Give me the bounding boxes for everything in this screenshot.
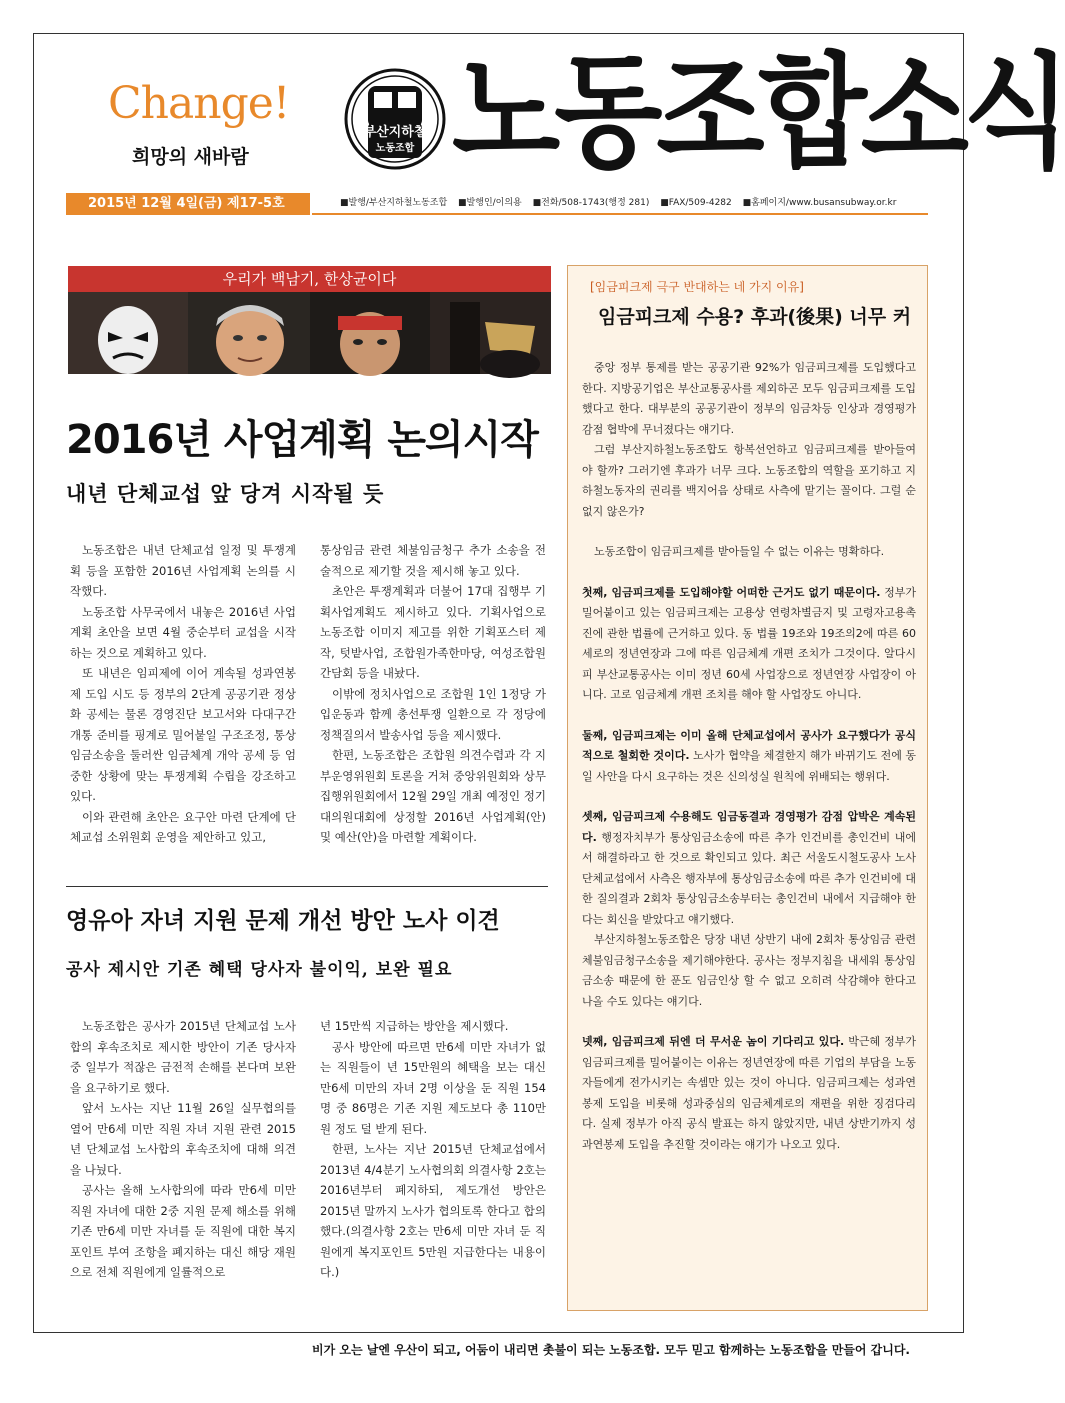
reason-2-lead: 둘째, 임금피크제는 이미 올해 단체교섭에서 공사가 요구했다가 공식적으로 철회한 것이다. [582,728,916,762]
article2-left-column [70,1016,296,1283]
article2-paragraph: 한편, 노사는 지난 2015년 단체교섭에서 2013년 4/4분기 노사협의회 의결사항 2호는 2016년부터 폐지하되, 제도개선 방안은 2015년 말까지 노사가 협의토록 한다고 합의했다.(의결사항 2호는 만6세 미만 자녀 둔 직원에게 복지포인트 5만원 지급한다는 내용이다.) [320,1142,546,1279]
article1-paragraph: 한편, 노동조합은 조합원 의견수렴과 각 지부운영위원회 토론을 거쳐 중앙위원회와 상무집행위원회에서 12월 29일 개최 예정인 정기대의원대회에 상정할 2016년 사업계획(안) 및 예산(안)을 마련할 계획이다. [320,748,546,844]
editor: ■발행인/이의용 [458,198,522,208]
publication-info [312,193,928,215]
sidebar-paragraph: 중앙 정부 통제를 받는 공공기관 92%가 임금피크제를 도입했다고 한다. 지방공기업은 부산교통공사를 제외하곤 모두 임금피크제를 도입했다고 한다. 대부분의 공공기관이 정부의 임금차등 인상과 경영평가 감점 협박에 무너졌다는 얘기다. [582,361,916,436]
newsletter-title: 노동조합소식 [452,41,1065,185]
headband-mask-photo [310,292,430,374]
reason-1-text: 정부가 밀어붙이고 있는 임금피크제는 고용상 연령차별금지 및 고령자고용촉진에 관한 법률에 근거하고 있다. 동 법률 19조와 19조의2에 따른 60세로의 정년연장과 그에 따른 임금체계 개편 조치가 그것이다. 알다시피 부산교통공사는 이미 정년 60세 사업장으로 정년연장 사업장이 아니다. 고로 임금체계 개편 조치를 해야 할 사업장도 아니다. [582,585,916,701]
article1-paragraph: 이와 관련해 초안은 요구안 마련 단계에 단체교섭 소위원회 운영을 제안하고 있고, [70,809,296,844]
article1-paragraph: 통상임금 관련 체불임금청구 추가 소송을 전술적으로 제기할 것을 제시해 놓고 있다. [320,543,546,578]
reason-1-lead: 첫째, 임금피크제를 도입해야할 어떠한 근거도 없기 때문이다. [582,585,881,599]
article1-paragraph: 노동조합 사무국에서 내놓은 2016년 사업계획 초안을 보면 4월 중순부터 교섭을 시작하는 것으로 계획하고 있다. [70,604,296,660]
article1-paragraph: 또 내년은 임피제에 이어 계속될 성과연봉제 도입 시도 등 정부의 2단계 공공기관 정상화 공세는 물론 경영진단 보고서와 다대구간 개통 준비를 핑계로 밀어붙일 구조조정, 통상임금소송을 둘러싼 임금체계 개악 공세 등 엄중한 상황에 맞는 투쟁계획 수립을 강조하고 있다. [70,666,296,803]
article2-paragraph: 공사 방안에 따르면 만6세 미만 자녀가 없는 직원들이 년 15만원의 혜택을 보는 대신 만6세 미만의 자녀 2명 이상을 둔 직원 154명 중 86명은 기존 지원 제도보다 총 110만원 정도 덜 받게 된다. [320,1039,546,1136]
article1-paragraph: 이밖에 정치사업으로 조합원 1인 1정당 가입운동과 함께 총선투쟁 일환으로 각 정당에 정책질의서 발송사업 등을 제시했다. [320,686,546,742]
union-logo-icon [344,68,446,170]
article1-right-column [320,540,546,848]
homepage-link[interactable]: ■홈페이지/www.busansubway.or.kr [742,198,897,208]
article2-headline: 영유아 자녀 지원 문제 개선 방안 노사 이견 [66,908,500,934]
article1-paragraph: 노동조합은 내년 단체교섭 일정 및 투쟁계획 등을 포함한 2016년 사업계획 논의를 시작했다. [70,543,296,598]
reason-3-lead: 셋째, 임금피크제 수용해도 임금동결과 경영평가 감점 압박은 계속된다. [582,810,916,844]
logo-text-2: 노동조합 [375,143,415,154]
reason-4-lead: 넷째, 임금피크제 뒤엔 더 무서운 놈이 기다리고 있다. [582,1035,845,1048]
article1-subhead: 내년 단체교섭 앞 당겨 시작될 듯 [66,481,385,506]
reason-3-text: 행정자치부가 통상임금소송에 따른 추가 인건비를 총인건비 내에서 해결하라고 한 것으로 확인되고 있다. 최근 서울도시철도공사 노사 단체교섭에서 사측은 행자부에 통상임금소송에 따른 추가 인건비에 대한 질의결과 2회차 통상임금소송부터는 총인건비 내에서 지급해야 한다는 회신을 받았다고 얘기했다. [582,830,916,926]
sidebar-paragraph: 그럼 부산지하철노동조합도 항복선언하고 임금피크제를 받아들여야 할까? 그러기엔 후과가 너무 크다. 노동조합의 역할을 포기하고 지하철노동자의 권리를 백지어음 상태로 사측에 맡기는 꼴이다. 그럴 순 없지 않은가? [582,443,916,518]
article1-left-column [70,540,296,848]
reason-2-text: 노사가 협약을 체결한지 해가 바뀌기도 전에 동일 사안을 다시 요구하는 것은 신의성실 원칙에 위배되는 행위다. [582,749,916,783]
article2-paragraph: 노동조합은 공사가 2015년 단체교섭 노사합의 후속조치로 제시한 방안이 기존 당사자 중 일부가 적잖은 금전적 손해를 본다며 보완을 요구하기로 했다. [70,1019,296,1095]
protest-photo-strip [68,266,551,374]
photo-caption: 우리가 백남기, 한상균이다 [68,266,551,292]
masked-protester-photo [68,292,188,374]
article2-right-column [320,1016,546,1283]
reason-3-text-2: 부산지하철노동조합은 당장 내년 상반기 내에 2회차 통상임금 관련 체불임금청구소송을 제기해야한다. 공사는 정부지침을 내세워 통상임금소송 때문에 한 푼도 임금인상 할 수 없고 오히려 삭감해야 한다고 나올 수도 있다는 얘기다. [582,933,916,1008]
article2-paragraph: 앞서 노사는 지난 11월 26일 실무협의를 열어 만6세 미만 직원 자녀 지원 관련 2015년 단체교섭 노사합의 후속조치에 대해 의견을 나눴다. [70,1101,296,1177]
article2-paragraph: 년 15만씩 지급하는 방안을 제시했다. [320,1019,509,1033]
slogan: 희망의 새바람 [132,146,249,168]
logo-text-1: 부산지하철 [363,125,427,140]
sidebar-column [567,265,928,1311]
gold-mask-photo [430,292,551,374]
phone: ■전화/508-1743(행정 281) [532,198,650,208]
article-divider [66,886,548,887]
mask-face-photo [188,292,310,374]
article2-subhead: 공사 제시안 기존 혜택 당사자 불이익, 보완 필요 [66,960,453,980]
change-logo-text: Change! [108,78,290,129]
article1-paragraph: 초안은 투쟁계획과 더불어 17대 집행부 기획사업계획도 제시하고 있다. 기획사업으로 노동조합 이미지 제고를 위한 기획포스터 제작, 텃밭사업, 조합원가족한마당, 여성조합원 간담회 등을 내놨다. [320,584,546,680]
footer-slogan: 비가 오는 날엔 우산이 되고, 어둠이 내리면 촛불이 되는 노동조합. 모두 믿고 함께하는 노동조합을 만들어 갑니다. [312,1343,910,1357]
sidebar-body [582,358,916,1155]
article1-headline: 2016년 사업계획 논의시작 [66,417,538,463]
issue-date: 2015년 12월 4일(금) 제17-5호 [66,193,310,215]
article2-paragraph: 공사는 올해 노사합의에 따라 만6세 미만 직원 자녀에 대한 2중 지원 문제 해소를 위해 기존 만6세 미만 자녀를 둔 직원에 대한 복지포인트 부여 조항을 폐지하는 대신 해당 재원으로 전체 직원에게 일률적으로 [70,1183,296,1279]
sidebar-statement: 노동조합이 임금피크제를 받아들일 수 없는 이유는 명확하다. [594,545,885,558]
reason-4-text: 박근혜 정부가 임금피크제를 밀어붙이는 이유는 정년연장에 따른 기업의 부담을 노동자들에게 전가시키는 속셈만 있는 것이 아니다. 임금피크제는 성과연봉제 도입을 비롯해 성과중심의 임금체계로의 재편을 위한 징검다리다. 실제 정부가 아직 공식 발표는 하지 않았지만, 내년 상반기까지 성과연봉제 도입을 추진할 것이라는 얘기가 나오고 있다. [582,1035,917,1151]
sidebar-title: 임금피크제 수용? 후과(後果) 너무 커 [598,306,912,328]
publisher: ■발행/부산지하철노동조합 [340,198,448,208]
fax: ■FAX/509-4282 [660,198,732,208]
sidebar-kicker: [임금피크제 극구 반대하는 네 가지 이유] [590,280,804,294]
